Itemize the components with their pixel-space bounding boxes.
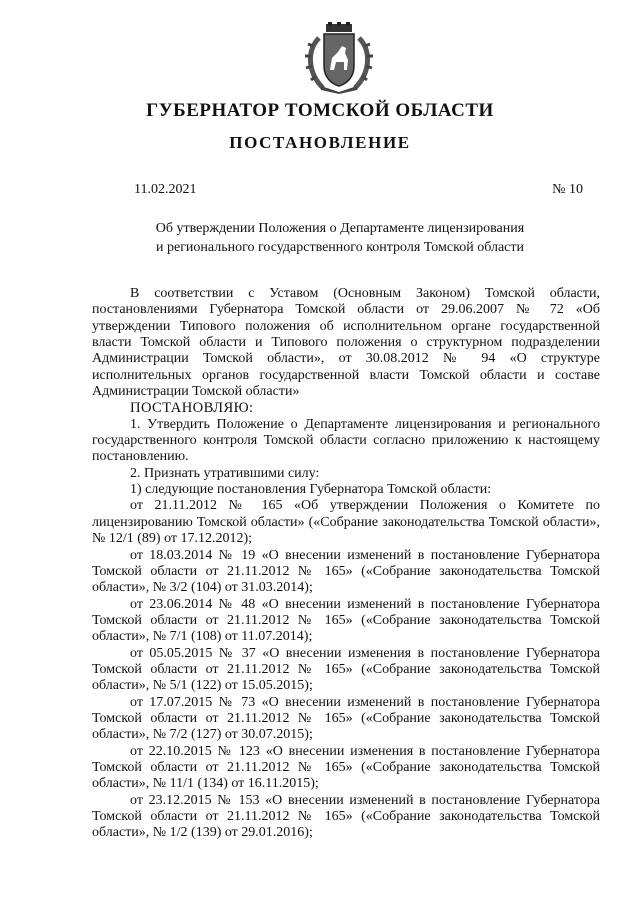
item-1-paragraph: 1. Утвердить Положение о Департаменте лицензирования и регионального государственного контроля Томской области согласно приложению к настоящему постановлению. [92,416,600,465]
document-number: № 10 [552,182,583,197]
repealed-act-item: от 18.03.2014 № 19 «О внесении изменений в постановление Губернатора Томской области от 21.11.2012 № 165» («Собрание законодательства Томской области», № 3/2 (104) от 31.03.2014); [92,547,600,596]
repealed-act-item: от 23.06.2014 № 48 «О внесении изменений в постановление Губернатора Томской области от 21.11.2012 № 165» («Собрание законодательства Томской области», № 7/1 (108) от 11.07.2014); [92,596,600,645]
repealed-act-item: от 17.07.2015 № 73 «О внесении изменений в постановление Губернатора Томской области от 21.11.2012 № 165» («Собрание законодательства Томской области», № 7/2 (127) от 30.07.2015); [92,694,600,743]
repealed-act-item: от 21.11.2012 № 165 «Об утверждении Положения о Комитете по лицензированию Томской области» («Собрание законодательства Томской области», № 12/1 (89) от 17.12.2012); [92,498,600,547]
subject-line: Об утверждении Положения о Департаменте лицензирования [155,221,525,236]
item-2-heading: 2. Признать утратившими силу: [130,465,320,481]
repealed-act-item: от 23.12.2015 № 153 «О внесении изменений в постановление Губернатора Томской области от 21.11.2012 № 165» («Собрание законодательства Томской области», № 1/2 (139) от 29.01.2016); [92,792,600,841]
document-body [92,286,600,842]
document-date: 11.02.2021 [134,182,197,197]
document-subject [120,220,560,257]
document-type: ПОСТАНОВЛЕНИЕ [229,133,411,152]
repealed-act-item: от 05.05.2015 № 37 «О внесении изменения в постановление Губернатора Томской области от 21.11.2012 № 165» («Собрание законодательства Томской области», № 5/1 (122) от 15.05.2015); [92,645,600,694]
preamble-paragraph: В соответствии с Уставом (Основным Законом) Томской области, постановлениями Губернатора Томской области от 29.06.2007 № 72 «Об утверждении Типового положения об исполнительном органе государственной власти Томской области и Типового положения о структурном подразделении Администрации Томской области», от 30.08.2012 № 94 «О структуре исполнительных органов государственной власти Томской области и составе Администрации Томской области» [92,286,600,400]
authority-title: ГУБЕРНАТОР ТОМСКОЙ ОБЛАСТИ [146,100,494,121]
decree-word: ПОСТАНОВЛЯЮ: [130,400,254,417]
repealed-act-item: от 22.10.2015 № 123 «О внесении изменения в постановление Губернатора Томской области от 21.11.2012 № 165» («Собрание законодательства Томской области», № 11/1 (134) от 16.11.2015); [92,743,600,792]
item-2-1-heading: 1) следующие постановления Губернатора Томской области: [130,482,492,498]
tomsk-coat-of-arms-icon [297,22,381,94]
subject-line: и регионального государственного контроля Томской области [155,239,524,255]
